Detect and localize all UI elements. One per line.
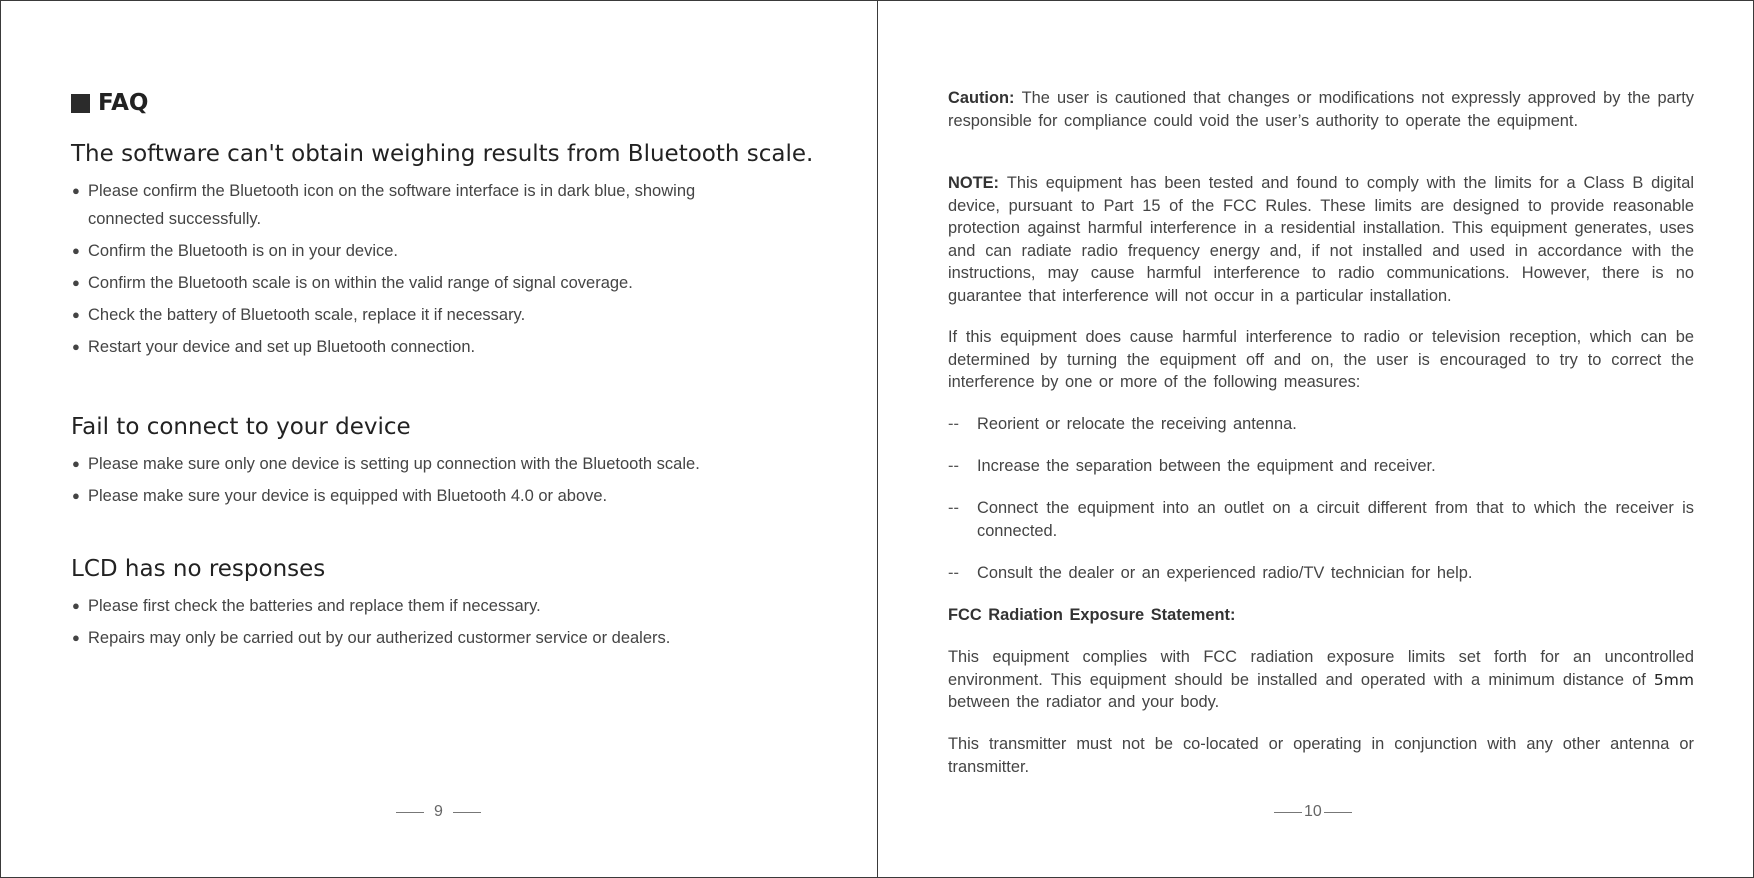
dash-icon: --: [948, 457, 959, 475]
dash-icon: --: [948, 564, 959, 582]
bullet-icon: ●: [72, 598, 80, 613]
list-item: ● Please first check the batteries and replace them if necessary.: [72, 592, 772, 620]
bullet-icon: ●: [72, 243, 80, 258]
connect-bullet-list: [72, 450, 772, 514]
faq-heading: [71, 90, 148, 116]
heading-square-icon: [71, 94, 90, 113]
list-item: ● Confirm the Bluetooth scale is on within the valid range of signal coverage.: [72, 269, 772, 297]
bullet-icon: ●: [72, 456, 80, 471]
bullet-icon: ●: [72, 275, 80, 290]
measure-item: -- Increase the separation between the equipment and receiver.: [948, 455, 1694, 478]
radiation-paragraph: This equipment complies with FCC radiation exposure limits set forth for an uncontrolled environment. This equipment should be installed and operated with a minimum distance of 5mm between the radiator and your body.: [948, 648, 1694, 711]
page-number-right: 10: [1274, 803, 1352, 821]
bullet-icon: ●: [72, 630, 80, 645]
caution-text: The user is cautioned that changes or modifications not expressly approved by the party responsible for compliance could void the user’s authority to operate the equipment.: [948, 89, 1694, 130]
section-title-connect: Fail to connect to your device: [71, 414, 411, 440]
interference-paragraph: If this equipment does cause harmful interference to radio or television reception, which can be determined by turning the equipment off and on, the user is encouraged to try to correct the interference by one or more of the following measures:: [948, 328, 1694, 391]
list-item: ● Restart your device and set up Bluetooth connection.: [72, 333, 772, 361]
list-item: ● Please confirm the Bluetooth icon on the software interface is in dark blue, showing connected successfully.: [72, 177, 772, 233]
transmitter-paragraph: This transmitter must not be co-located or operating in conjunction with any other antenna or transmitter.: [948, 735, 1694, 776]
dash-icon: --: [948, 499, 959, 517]
list-item: ● Confirm the Bluetooth is on in your device.: [72, 237, 772, 265]
measure-item: -- Connect the equipment into an outlet on a circuit different from that to which the receiver is connected.: [948, 499, 1694, 540]
bullet-icon: ●: [72, 183, 80, 198]
radiation-heading: FCC Radiation Exposure Statement:: [948, 606, 1236, 624]
measure-item: -- Consult the dealer or an experienced radio/TV technician for help.: [948, 562, 1694, 585]
list-item: ● Check the battery of Bluetooth scale, replace it if necessary.: [72, 301, 772, 329]
note-paragraph: NOTE: This equipment has been tested and found to comply with the limits for a Class B digital device, pursuant to Part 15 of the FCC Rules. These limits are designed to provide reasonable protection against harmful interference in a residential installation. This equipment generates, uses and can radiate radio frequency energy and, if not installed and used in accordance with the instructions, may cause harmful interference to radio communications. However, there is no guarantee that interference will not occur in a particular installation.: [948, 174, 1694, 305]
note-text: This equipment has been tested and found to comply with the limits for a Class B digital device, pursuant to Part 15 of the FCC Rules. These limits are designed to provide reasonable protection against harmful interference in a residential installation. This equipment generates, uses and can radiate radio frequency energy and, if not installed and used in accordance with the instructions, may cause harmful interference to radio communications. However, there is no guarantee that interference will not occur in a particular installation.: [948, 174, 1694, 305]
bullet-icon: ●: [72, 488, 80, 503]
note-label: NOTE: [948, 174, 994, 192]
section-title-weighing: The software can't obtain weighing results from Bluetooth scale.: [71, 141, 814, 167]
section-title-lcd: LCD has no responses: [71, 556, 326, 582]
bullet-icon: ●: [72, 307, 80, 322]
caution-paragraph: Caution: The user is cautioned that changes or modifications not expressly approved by the party responsible for compliance could void the user’s authority to operate the equipment.: [948, 89, 1694, 130]
distance-value: 5mm: [1653, 670, 1694, 689]
dash-icon: --: [948, 415, 959, 433]
lcd-bullet-list: [72, 592, 772, 656]
faq-title: FAQ: [98, 90, 149, 116]
bullet-icon: ●: [72, 339, 80, 354]
measure-item: -- Reorient or relocate the receiving antenna.: [948, 413, 1694, 436]
caution-label: Caution: [948, 89, 1010, 107]
list-item: ● Please make sure only one device is setting up connection with the Bluetooth scale.: [72, 450, 772, 478]
right-page: [878, 0, 1754, 878]
weighing-bullet-list: [72, 177, 772, 365]
page-number-left: 9: [396, 803, 481, 821]
list-item: ● Repairs may only be carried out by our autherized custormer service or dealers.: [72, 624, 772, 652]
list-item: ● Please make sure your device is equipped with Bluetooth 4.0 or above.: [72, 482, 772, 510]
